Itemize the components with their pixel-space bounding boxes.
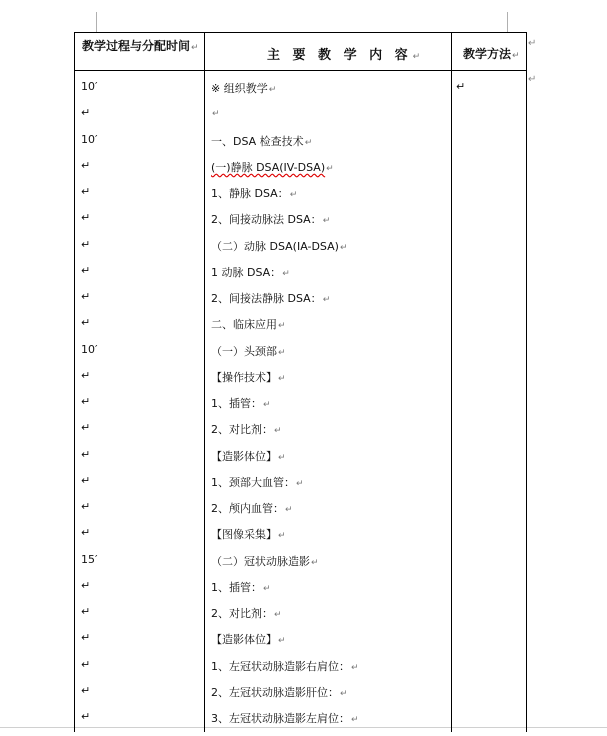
content-cell[interactable]	[211, 474, 304, 490]
header-time-cell[interactable]	[82, 37, 199, 54]
paragraph-mark-icon: ↵	[322, 295, 331, 305]
paragraph-mark-icon: ↵	[268, 85, 277, 95]
table-row	[75, 185, 526, 211]
content-text: 2、颅内血管：	[211, 502, 284, 515]
time-cell[interactable]: ↵	[81, 578, 91, 592]
table-row	[75, 474, 526, 500]
paragraph-mark-icon: ↵	[278, 636, 286, 647]
time-cell[interactable]: 10′	[81, 80, 98, 93]
time-cell[interactable]: ↵	[81, 237, 91, 251]
content-text: （二）动脉 DSA(IA-DSA)	[211, 239, 339, 253]
table-header-divider	[74, 70, 527, 71]
time-cell[interactable]: ↵	[81, 290, 91, 303]
content-cell[interactable]	[211, 133, 312, 149]
time-cell[interactable]: ↵	[81, 500, 91, 513]
table-row	[75, 106, 526, 132]
content-text: 2、对比剂：	[211, 423, 273, 437]
content-cell[interactable]	[211, 579, 271, 595]
header-time-label: 教学过程与分配时间	[82, 39, 191, 53]
table-row	[75, 579, 526, 605]
content-cell[interactable]	[211, 343, 286, 359]
paragraph-mark-icon: ↵	[339, 242, 348, 253]
content-cell[interactable]	[211, 710, 359, 726]
content-text: 【造影体位】	[211, 633, 277, 647]
content-text: 2、间接法静脉 DSA：	[211, 292, 322, 305]
paragraph-mark-icon: ↵	[282, 268, 290, 279]
content-cell[interactable]	[211, 448, 286, 464]
time-cell[interactable]: ↵	[81, 447, 91, 461]
content-text: 1、颈部大血管：	[211, 475, 295, 489]
content-cell[interactable]	[211, 80, 276, 96]
header-method-cell[interactable]	[463, 45, 520, 62]
table-row	[75, 500, 526, 526]
table-row	[75, 448, 526, 474]
paragraph-mark-icon: ↵	[278, 373, 286, 384]
header-content-label: 主 要 教 学 内 容	[267, 48, 412, 63]
content-cell[interactable]	[211, 159, 334, 175]
end-of-row-mark-icon: ↵	[528, 74, 537, 85]
header-method-label: 教学方法	[463, 47, 512, 61]
table-row	[75, 238, 526, 264]
table-row	[75, 605, 526, 631]
paragraph-mark-icon: ↵	[326, 163, 334, 174]
paragraph-mark-icon: ↵	[340, 688, 348, 699]
paragraph-mark-icon: ↵	[263, 583, 271, 594]
table-row	[75, 710, 526, 736]
time-cell[interactable]: ↵	[81, 605, 91, 618]
end-of-row-mark-icon: ↵	[528, 38, 537, 49]
content-cell[interactable]	[211, 106, 220, 119]
paragraph-mark-icon: ↵	[412, 52, 421, 62]
margin-mark-right	[507, 12, 508, 32]
table-row	[75, 658, 526, 684]
content-cell[interactable]	[211, 631, 286, 647]
time-cell[interactable]: ↵	[81, 421, 91, 435]
time-cell[interactable]: ↵	[81, 263, 91, 277]
content-cell[interactable]	[211, 526, 286, 542]
table-row	[75, 421, 526, 447]
table-row	[75, 159, 526, 185]
time-cell[interactable]: 10′	[81, 132, 98, 146]
time-cell[interactable]: ↵	[81, 526, 91, 540]
paragraph-mark-icon: ↵	[285, 505, 293, 515]
time-cell[interactable]: ↵	[81, 710, 91, 723]
content-text: 2、对比剂：	[211, 607, 273, 620]
time-cell[interactable]: ↵	[81, 106, 91, 120]
table-row	[75, 80, 526, 106]
content-text: （二）冠状动脉造影	[211, 554, 310, 568]
content-cell[interactable]	[211, 264, 290, 280]
content-text: 1、插管：	[211, 397, 262, 410]
time-cell[interactable]: ↵	[81, 211, 91, 225]
time-cell[interactable]: ↵	[81, 631, 91, 645]
time-cell[interactable]: ↵	[81, 395, 91, 408]
content-text: 一、DSA 检查技术	[211, 134, 304, 148]
table-row	[75, 290, 526, 316]
paragraph-mark-icon: ↵	[212, 109, 220, 120]
time-cell[interactable]: ↵	[81, 657, 91, 671]
content-text: 3、左冠状动脉造影左肩位：	[211, 712, 350, 725]
table-border-top	[74, 32, 527, 33]
content-text: 1、插管：	[211, 580, 262, 594]
time-cell[interactable]: 10′	[81, 342, 98, 356]
header-content-cell[interactable]	[267, 44, 420, 63]
content-text: (一)静脉 DSA(IV-DSA)	[211, 160, 326, 174]
time-cell[interactable]: ↵	[81, 158, 91, 172]
content-text: 【操作技术】	[211, 370, 277, 384]
content-text: 二、临床应用	[211, 318, 277, 332]
content-cell[interactable]	[211, 211, 330, 227]
content-cell[interactable]	[211, 658, 359, 674]
table-row	[75, 133, 526, 159]
paragraph-mark-icon: ↵	[278, 321, 286, 332]
content-cell[interactable]	[211, 500, 293, 516]
content-text: 2、间接动脉法 DSA：	[211, 213, 322, 227]
table-row	[75, 526, 526, 552]
paragraph-mark-icon: ↵	[278, 452, 286, 463]
content-text: （一）头颈部	[211, 344, 277, 358]
content-text: 【图像采集】	[211, 528, 277, 542]
table-row	[75, 395, 526, 421]
content-text: ※ 组织教学	[211, 82, 268, 95]
content-cell[interactable]	[211, 185, 297, 201]
content-cell[interactable]	[211, 421, 282, 437]
content-cell[interactable]	[211, 369, 286, 385]
time-cell[interactable]: ↵	[81, 185, 91, 198]
content-cell[interactable]	[211, 238, 348, 254]
table-row	[75, 553, 526, 579]
table-border-right	[526, 32, 527, 732]
content-text: 【造影体位】	[211, 449, 277, 463]
content-text: 1、左冠状动脉造影右肩位：	[211, 659, 350, 673]
time-cell[interactable]: ↵	[81, 368, 91, 382]
paragraph-mark-icon: ↵	[278, 531, 286, 542]
content-text: 2、左冠状动脉造影肝位：	[211, 685, 339, 699]
content-text: 1 动脉 DSA：	[211, 265, 282, 279]
paragraph-mark-icon: ↵	[296, 478, 304, 489]
table-row	[75, 343, 526, 369]
paragraph-mark-icon: ↵	[351, 662, 359, 673]
content-text: 1、静脉 DSA：	[211, 187, 289, 200]
margin-mark-left	[96, 12, 97, 32]
paragraph-mark-icon: ↵	[512, 51, 520, 61]
paragraph-mark-icon: ↵	[278, 347, 286, 358]
content-cell[interactable]	[211, 316, 286, 332]
content-cell[interactable]	[211, 553, 319, 569]
table-row	[75, 631, 526, 657]
time-cell[interactable]: ↵	[81, 316, 91, 330]
time-cell[interactable]: ↵	[81, 473, 91, 487]
paragraph-mark-icon: ↵	[304, 137, 313, 148]
time-cell[interactable]: 15′	[81, 552, 98, 566]
table-row	[75, 316, 526, 342]
paragraph-mark-icon: ↵	[274, 426, 282, 437]
method-cell[interactable]: ↵	[456, 80, 466, 93]
time-cell[interactable]: ↵	[81, 683, 91, 697]
paragraph-mark-icon: ↵	[191, 43, 199, 53]
content-cell[interactable]	[211, 605, 282, 621]
table-row	[75, 211, 526, 237]
paragraph-mark-icon: ↵	[351, 715, 359, 725]
paragraph-mark-icon: ↵	[274, 610, 282, 620]
table-row	[75, 684, 526, 710]
paragraph-mark-icon: ↵	[289, 190, 298, 200]
table-row	[75, 369, 526, 395]
content-cell[interactable]	[211, 395, 271, 411]
table-row	[75, 264, 526, 290]
paragraph-mark-icon: ↵	[322, 216, 331, 227]
content-cell[interactable]	[211, 684, 348, 700]
paragraph-mark-icon: ↵	[311, 557, 319, 568]
paragraph-mark-icon: ↵	[263, 400, 271, 410]
content-cell[interactable]	[211, 290, 330, 306]
